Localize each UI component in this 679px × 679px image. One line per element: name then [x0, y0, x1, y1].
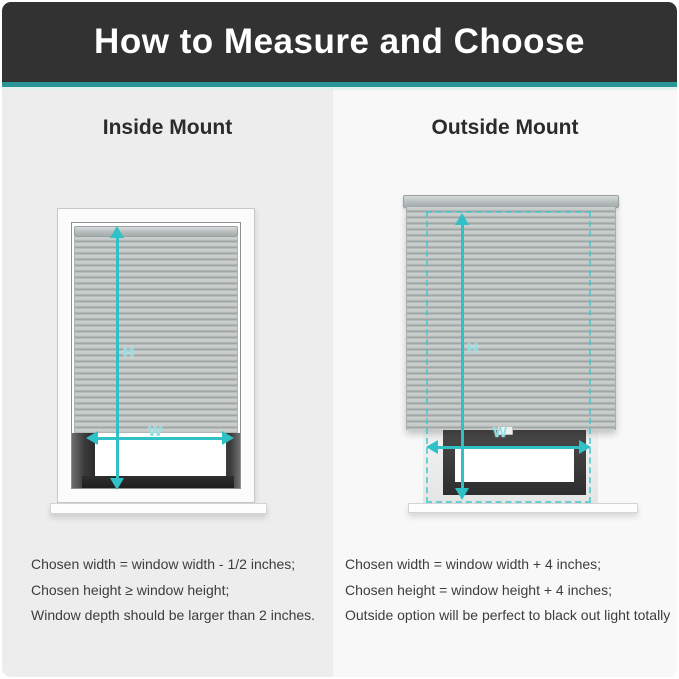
- height-label: H: [467, 340, 478, 357]
- height-label: H: [123, 344, 134, 361]
- note-line: Chosen height ≥ window height;: [31, 581, 230, 598]
- note-line: Chosen width = window width + 4 inches;: [345, 556, 602, 572]
- columns-container: [2, 90, 677, 677]
- note-line: Window depth should be larger than 2 inches.: [31, 607, 316, 623]
- note-line: Chosen width = window width - 1/2 inches;: [31, 556, 296, 572]
- arrow-line: [116, 230, 119, 486]
- height-measure-arrow: [110, 226, 124, 490]
- window-jamb-bottom: [82, 476, 234, 488]
- header-bar: [2, 2, 677, 82]
- window-outline-dashed: [426, 211, 591, 503]
- outside-mount-notes: [333, 552, 677, 629]
- blind-body: [74, 237, 238, 433]
- width-label: W: [148, 423, 163, 440]
- page-title: How to Measure and Choose: [94, 22, 585, 61]
- inside-mount-notes: [2, 552, 333, 629]
- outside-mount-column: [333, 90, 677, 677]
- arrowhead-down-icon: [110, 478, 124, 490]
- arrow-line: [430, 446, 587, 449]
- window-sill: [408, 503, 638, 513]
- arrowhead-down-icon: [455, 488, 469, 500]
- inside-window-inner: [71, 222, 241, 489]
- inside-window-frame: [57, 208, 255, 503]
- inside-mount-column: [2, 90, 333, 677]
- infographic-card: [2, 2, 677, 677]
- window-sill: [50, 503, 267, 514]
- inside-mount-title: Inside Mount: [102, 116, 233, 139]
- note-line: Chosen height = window height + 4 inches;: [345, 581, 612, 598]
- blind-headrail: [74, 226, 238, 237]
- arrow-line: [461, 217, 464, 496]
- outside-mount-title: Outside Mount: [431, 116, 579, 139]
- arrowhead-right-icon: [222, 431, 234, 445]
- width-measure-arrow: [426, 440, 591, 454]
- arrowhead-right-icon: [579, 440, 591, 454]
- note-line: Outside option will be perfect to black out light totally: [345, 607, 671, 623]
- width-label: W: [493, 424, 508, 441]
